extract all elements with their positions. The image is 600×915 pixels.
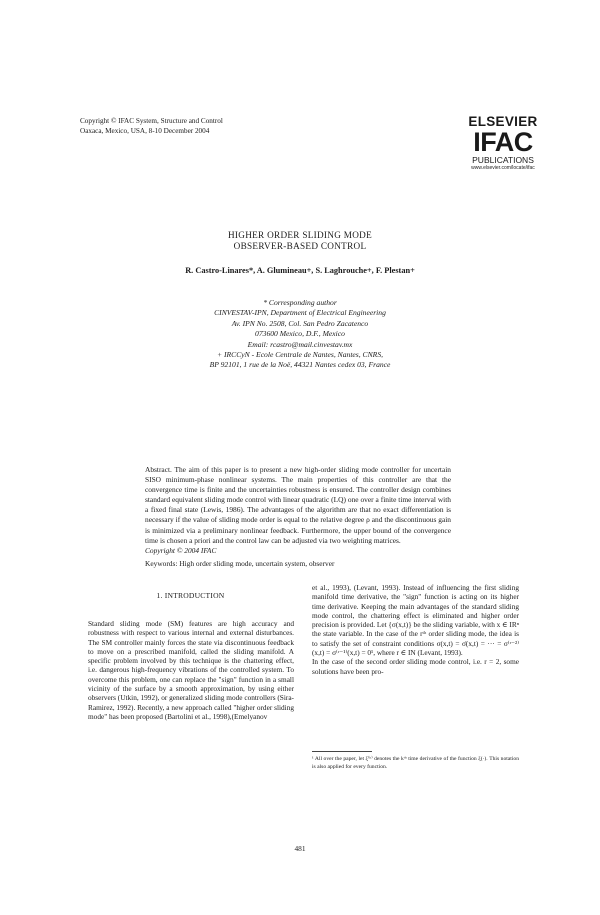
section-heading-introduction: 1. INTRODUCTION — [156, 591, 225, 600]
publisher-logo — [440, 114, 566, 172]
abstract-text: Abstract. The aim of this paper is to present a new high-order sliding mode controller for uncertain SISO minimum-phase nonlinear systems. The main properties of this controller are that the convergence time is finite and the uncertainties robustness is ensured. The controller design combines standard equivalent sliding mode control with linear quadratic (LQ) one over a finite time interval with a fixed final state (Lewis, 1986). The advantages of the algorithm are that no exact differentiation is necessary if the value of sliding mode order is equal to the relative degree ρ and the discontinuous gain is minimized via a preliminary nonlinear feedback. Furthermore, the upper bound of the convergence time is chosen a priori and the control law can be adjusted via two weighting matrices. — [145, 465, 451, 545]
affiliations — [0, 298, 600, 371]
footnote: ¹ All over the paper, let ξ⁽ᵏ⁾ denotes the kᵗʰ time derivative of the function ξ(·). This notation is also applied for every function. — [312, 756, 519, 770]
abstract-copyright: Copyright © 2004 IFAC — [145, 545, 217, 555]
keywords: Keywords: High order sliding mode, uncertain system, observer — [145, 559, 335, 568]
footnote-divider — [312, 751, 372, 752]
copyright-notice — [80, 116, 340, 136]
logo-url-text: www.elsevier.com/locate/ifac — [471, 165, 535, 171]
affiliation-line: * Corresponding author — [263, 298, 337, 307]
affiliation-line: Av. IPN No. 2508, Col. San Pedro Zacatenco — [231, 318, 369, 328]
affiliation-line: Email: rcastro@mail.cinvestav.mx — [247, 339, 353, 349]
logo-ifac-text: IFAC — [473, 127, 533, 157]
intro-paragraph: In the case of the second order sliding mode control, i.e. r = 2, some solutions have been pro- — [312, 657, 519, 676]
logo-elsevier-text: ELSEVIER — [468, 114, 538, 129]
affiliation-line: + IRCCyN - Ecole Centrale de Nantes, Nantes, CNRS, — [216, 350, 384, 360]
logo-publications-text: PUBLICATIONS — [472, 155, 534, 165]
abstract — [145, 465, 451, 556]
author-list: R. Castro-Linares*, A. Glumineau+, S. Laghrouche+, F. Plestan+ — [185, 266, 415, 275]
page-number: 481 — [294, 844, 306, 853]
copyright-line-1: Copyright © IFAC System, Structure and Control — [80, 117, 223, 125]
copyright-line-2: Oaxaca, Mexico, USA, 8-10 December 2004 — [80, 127, 210, 135]
title-line-2: OBSERVER-BASED CONTROL — [233, 241, 367, 251]
intro-right-column — [312, 583, 519, 676]
affiliation-line: 073600 Mexico, D.F., Mexico — [255, 329, 345, 339]
paper-title — [0, 230, 600, 252]
intro-paragraph: et al., 1993), (Levant, 1993). Instead of influencing the first sliding manifold time derivative, the "sign" function is acting on its higher time derivative. Keeping the main advantages of the standard sliding mode control, the chattering effect is eliminated and higher order precision is provided. Let {σ(x,t)} be the sliding variable, with x ∈ IRⁿ the state variable. In the case of the rᵗʰ order sliding mode, the idea is to satisfy the set of constraint conditions σ(x,t) = σ̇(x,t) = ··· = σ⁽ʳ⁻²⁾(x,t) = σ⁽ʳ⁻¹⁾(x,t) = 0¹, where r ∈ IN (Levant, 1993). — [312, 583, 519, 658]
intro-left-column — [88, 619, 294, 721]
title-line-1: HIGHER ORDER SLIDING MODE — [227, 230, 373, 240]
affiliation-line: BP 92101, 1 rue de la Noë, 44321 Nantes cedex 03, France — [209, 360, 391, 370]
affiliation-line: CINVESTAV-IPN, Department of Electrical Engineering — [214, 308, 386, 318]
intro-paragraph: Standard sliding mode (SM) features are high accuracy and robustness with respect to various internal and external disturbances. The SM controller mainly forces the state via discontinuous feedback to move on a prescribed manifold, called the sliding manifold. A specific problem involved by this technique is the chattering effect, i.e. dangerous high-frequency vibrations of the controlled system. To overcome this problem, one can replace the "sign" function in a small vicinity of the surface by a smooth approximation, by using either observers (Utkin, 1992), or generalized sliding mode controllers (Sira-Ramirez, 1992). Recently, a new approach called "higher order sliding mode" has been proposed (Bartolini et al., 1998),(Emelyanov — [88, 619, 294, 721]
